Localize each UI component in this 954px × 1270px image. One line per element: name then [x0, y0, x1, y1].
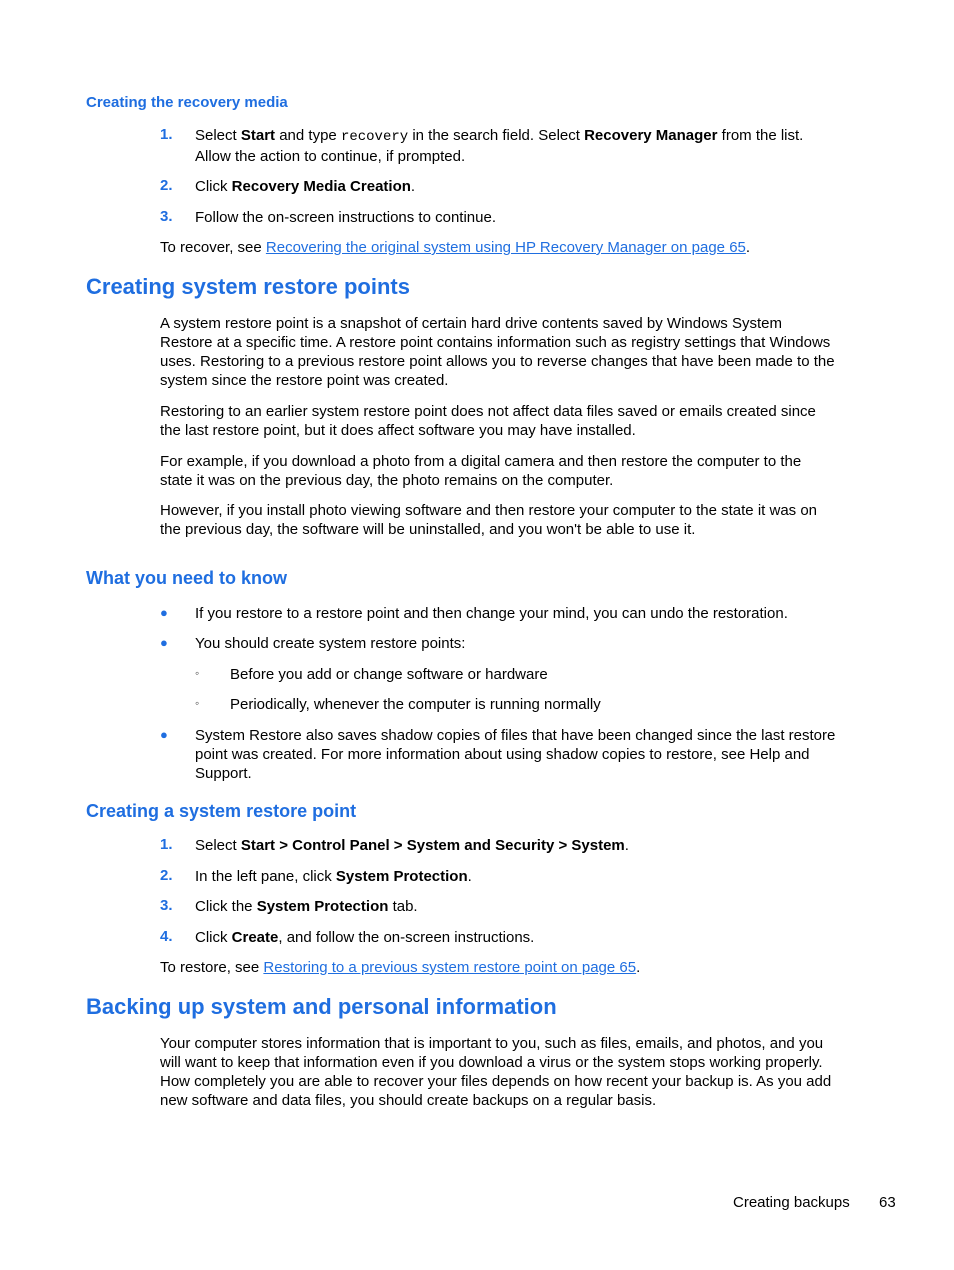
what-you-need-heading: What you need to know	[86, 568, 287, 588]
step-text: Click the System Protection tab.	[195, 898, 418, 915]
paragraph: However, if you install photo viewing software and then restore your computer to the state it was on the previous day, the software will be uninstalled, and you won't be able to use it.	[160, 502, 818, 538]
backing-up-heading: Backing up system and personal information	[86, 994, 557, 1019]
bullet-text: System Restore also saves shadow copies of files that have been changed since the last restore point was created. For more information about using shadow copies to restore, see Help and Support.	[195, 727, 836, 782]
step-number: 1.	[160, 126, 173, 143]
restore-link[interactable]: Restoring to a previous system restore point on page 65	[263, 959, 637, 976]
bullet-icon: ●	[160, 635, 168, 650]
footer-chapter: Creating backups	[733, 1194, 850, 1211]
step-text: Select Start > Control Panel > System and Security > System.	[195, 837, 629, 854]
step-number: 3.	[160, 897, 173, 914]
bullet-text: If you restore to a restore point and then change your mind, you can undo the restoration.	[195, 605, 788, 622]
sub-bullet-icon: ◦	[195, 696, 200, 710]
step-number: 1.	[160, 836, 173, 853]
bullet-text: You should create system restore points:	[195, 635, 466, 652]
recover-reference: To recover, see Recovering the original system using HP Recovery Manager on page 65.	[160, 239, 751, 256]
sub-bullet-icon: ◦	[195, 666, 200, 680]
page-number: 63	[879, 1194, 896, 1211]
step-number: 3.	[160, 208, 173, 225]
recover-link[interactable]: Recovering the original system using HP Recovery Manager on page 65	[265, 239, 746, 256]
restore-reference: To restore, see Restoring to a previous system restore point on page 65.	[160, 959, 641, 976]
paragraph: Restoring to an earlier system restore point does not affect data files saved or emails created since the last restore point, but it does affect software you may have installed.	[160, 403, 816, 439]
step-text: In the left pane, click System Protection.	[195, 868, 472, 885]
paragraph: Your computer stores information that is important to you, such as files, emails, and photos, and you will want to keep that information even if you download a virus or the system stops working properly. How completely you are able to recover your files depends on how recent your backup is. As you add new software and data files, you should create backups on a regular basis.	[160, 1035, 832, 1109]
step-text: Click Recovery Media Creation.	[195, 178, 416, 195]
paragraph: A system restore point is a snapshot of certain hard drive contents saved by Windows System Restore at a specific time. A restore point contains information such as registry settings that Windows uses. Restoring to a previous restore point allows you to reverse changes that have been made to the system since the restore point was created.	[160, 315, 835, 389]
sub-bullet-text: Before you add or change software or hardware	[230, 666, 548, 683]
restore-points-heading: Creating system restore points	[86, 274, 410, 299]
paragraph: For example, if you download a photo from a digital camera and then restore the computer to the state it was on the previous day, the photo remains on the computer.	[160, 453, 802, 489]
sub-bullet-text: Periodically, whenever the computer is running normally	[230, 696, 601, 713]
bullet-icon: ●	[160, 727, 168, 742]
step-number: 2.	[160, 177, 173, 194]
step-text: Select Start and type recovery in the search field. Select Recovery Manager from the list. Allow the action to continue, if prompted.	[195, 127, 804, 165]
create-restore-point-heading: Creating a system restore point	[86, 801, 357, 821]
step-number: 2.	[160, 867, 173, 884]
step-number: 4.	[160, 928, 173, 945]
recovery-media-heading: Creating the recovery media	[86, 94, 288, 111]
bullet-icon: ●	[160, 605, 168, 620]
step-text: Follow the on-screen instructions to continue.	[195, 209, 496, 226]
step-text: Click Create, and follow the on-screen instructions.	[195, 929, 535, 946]
